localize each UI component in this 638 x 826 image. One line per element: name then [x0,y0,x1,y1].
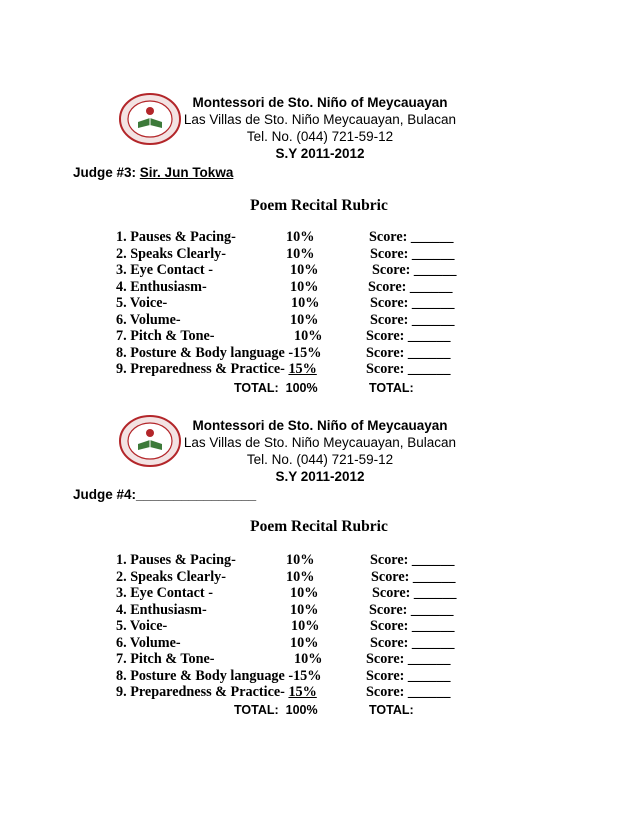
judge-label: Judge #3: [73,165,137,180]
header-block [150,417,490,485]
criterion-row [116,262,496,279]
total-label: TOTAL: [234,381,279,395]
criterion-label: 4. Enthusiasm- [116,278,207,295]
criterion-row [116,229,496,246]
criterion-percent: 10% [290,601,319,618]
criterion-score: Score: ______ [370,552,455,568]
criterion-label: 7. Pitch & Tone- [116,328,215,344]
school-tel: Tel. No. (044) 721-59-12 [246,129,394,144]
school-name: Montessori de Sto. Niño of Meycauayan [192,95,448,110]
criterion-label: 8. Posture & Body language -15% [116,667,322,684]
criterion-row [116,635,496,652]
criterion-score: Score: ______ [366,651,451,667]
header-block [150,94,490,162]
total-line [234,703,318,717]
school-address: Las Villas de Sto. Niño Meycauayan, Bulacan [183,112,457,127]
criteria-list [116,552,496,701]
criterion-score: Score: ______ [370,618,455,634]
judge-line [73,165,233,180]
criterion-percent: 10% [286,229,315,245]
criterion-row [116,585,496,602]
criterion-percent: 10% [286,552,315,568]
judge-line [73,487,256,502]
criterion-percent: 10% [290,311,319,328]
criterion-label: 7. Pitch & Tone- [116,651,215,667]
school-year: S.Y 2011-2012 [275,146,365,161]
criterion-label: 5. Voice- [116,295,168,311]
criterion-percent: 10% [290,585,319,601]
criterion-row [116,295,496,312]
total-label: TOTAL: [234,703,279,717]
criterion-label: 2. Speaks Clearly- [116,568,226,585]
criterion-row [116,602,496,619]
school-tel: Tel. No. (044) 721-59-12 [246,452,394,467]
criterion-score: Score: ______ [366,667,451,684]
criterion-percent: 10% [294,328,323,344]
total-value: 100% [285,703,318,717]
criterion-row [116,684,496,701]
criterion-percent: 10% [290,634,319,651]
criterion-label-text: 9. Preparedness & Practice- [116,684,289,700]
criterion-score: Score: ______ [366,328,451,344]
criterion-percent: 15% [288,361,317,377]
criterion-row [116,345,496,362]
criterion-score: Score: ______ [372,585,457,601]
criterion-percent: 15% [288,684,317,700]
criterion-percent: 10% [291,295,320,311]
criterion-percent: 10% [290,262,319,278]
judge-label: Judge #4: [73,487,137,502]
criterion-label [116,684,317,701]
total-score-label: TOTAL: [369,381,414,395]
criterion-score: Score: ______ [371,568,456,585]
criterion-label: 6. Volume- [116,634,181,651]
criterion-score: Score: ______ [370,245,455,262]
criterion-label: 3. Eye Contact - [116,262,213,278]
criterion-percent: 10% [286,245,315,262]
criterion-label-text: 9. Preparedness & Practice- [116,361,289,377]
criterion-label: 6. Volume- [116,311,181,328]
judge-name: ________________ [136,487,257,502]
criterion-score: Score: ______ [366,684,451,700]
school-address: Las Villas de Sto. Niño Meycauayan, Bulacan [183,435,457,450]
criterion-row [116,279,496,296]
criterion-label: 3. Eye Contact - [116,585,213,601]
criterion-row [116,668,496,685]
rubric-title: Poem Recital Rubric [250,518,388,535]
judge-name: Sir. Jun Tokwa [139,165,234,180]
criterion-percent: 10% [294,651,323,667]
criterion-score: Score: ______ [366,344,451,361]
criterion-row [116,651,496,668]
criterion-score: Score: ______ [369,601,454,618]
criterion-score: Score: ______ [366,361,451,377]
criterion-label: 1. Pauses & Pacing- [116,229,236,245]
total-line [234,381,318,395]
criterion-row [116,312,496,329]
criterion-row [116,569,496,586]
school-name: Montessori de Sto. Niño of Meycauayan [192,418,448,433]
rubric-title: Poem Recital Rubric [250,197,388,214]
criterion-label: 4. Enthusiasm- [116,601,207,618]
criterion-score: Score: ______ [370,634,455,651]
criterion-label [116,361,317,378]
criterion-label: 5. Voice- [116,618,168,634]
school-year: S.Y 2011-2012 [275,469,365,484]
criterion-percent: 10% [286,568,315,585]
criterion-label: 8. Posture & Body language -15% [116,344,322,361]
total-value: 100% [285,381,318,395]
criterion-score: Score: ______ [372,262,457,278]
criterion-row [116,328,496,345]
criterion-percent: 10% [291,618,320,634]
criterion-percent: 10% [290,278,319,295]
criterion-label: 2. Speaks Clearly- [116,245,226,262]
criterion-score: Score: ______ [368,278,453,295]
criteria-list [116,229,496,378]
criterion-score: Score: ______ [370,295,455,311]
criterion-row [116,246,496,263]
criterion-row [116,361,496,378]
total-score-label: TOTAL: [369,703,414,717]
criterion-row [116,552,496,569]
criterion-score: Score: ______ [370,311,455,328]
criterion-label: 1. Pauses & Pacing- [116,552,236,568]
criterion-score: Score: ______ [369,229,454,245]
criterion-row [116,618,496,635]
